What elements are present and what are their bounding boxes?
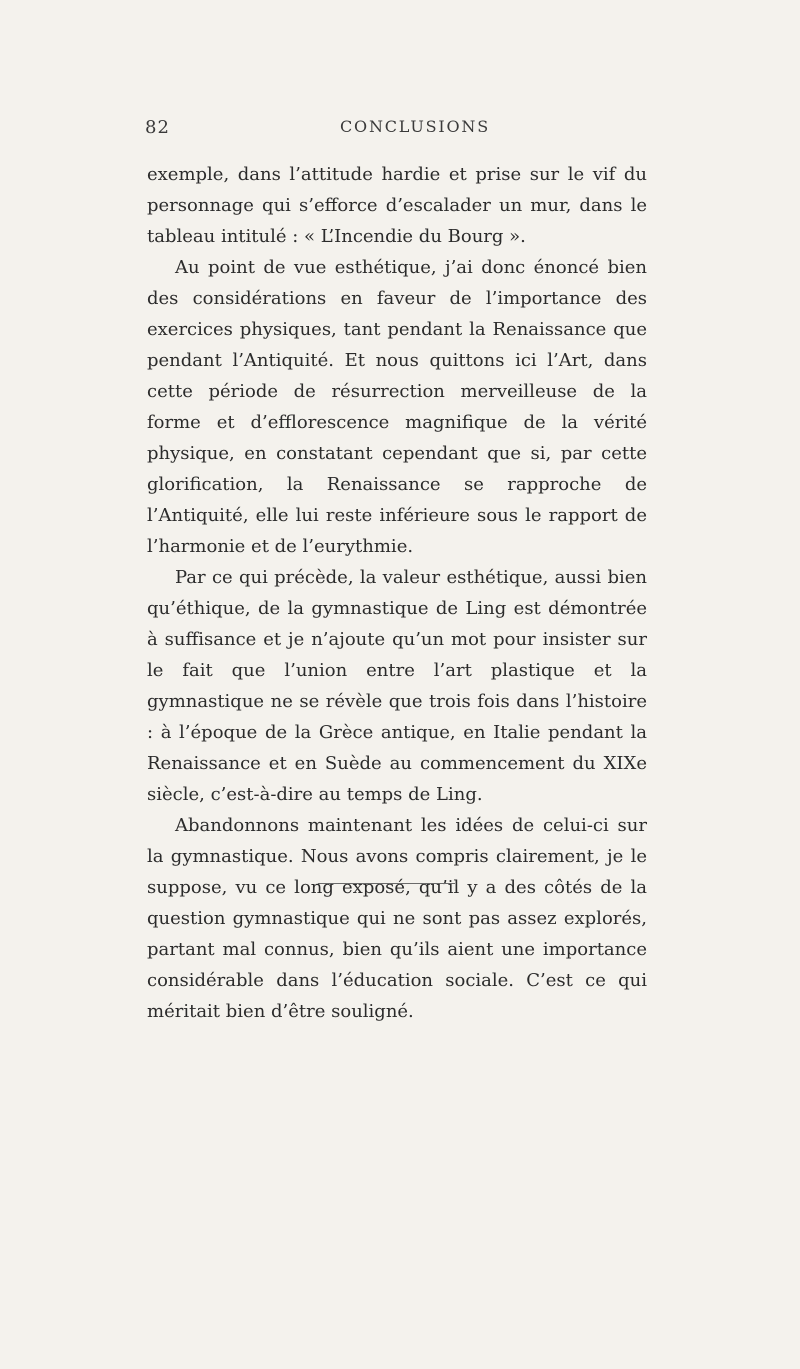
section-divider bbox=[318, 883, 455, 884]
paragraph-3: Par ce qui précède, la valeur esthétique, aussi bien qu’éthique, de la gymnastique de Ling est démontrée à suffisance et je n’ajoute qu’un mot pour insister sur le fait que l’union entre l’art plastique et la gymnastique ne se révèle que trois fois dans l’histoire : à l’époque de la Grèce antique, en Italie pendant la Renaissance et en Suède au commencement du XIXe siècle, c’est-à-dire au temps de Ling. bbox=[147, 567, 647, 805]
paragraph-4: Abandonnons maintenant les idées de celui-ci sur la gymnastique. Nous avons compris clairement, je le suppose, vu ce long exposé, qu’il y a des côtés de la question gymnastique qui ne sont pas assez explorés, partant mal connus, bien qu’ils aient une importance considérable dans l’éducation sociale. C’est ce qui méritait bien d’être souligné. bbox=[147, 815, 647, 1022]
paragraph-2: Au point de vue esthétique, j’ai donc énoncé bien des considérations en faveur de l’importance des exercices physiques, tant pendant la Renaissance que pendant l’Antiquité. Et nous quittons ici l’Art, dans cette période de résurrection merveilleuse de la forme et d’efflorescence magnifique de la vérité physique, en constatant cependant que si, par cette glorification, la Renaissance se rapproche de l’Antiquité, elle lui reste inférieure sous le rapport de l’harmonie et de l’eurythmie. bbox=[147, 257, 647, 557]
page-number: 82 bbox=[145, 117, 170, 138]
running-title: CONCLUSIONS bbox=[340, 117, 490, 136]
body-text bbox=[147, 159, 647, 1027]
paragraph-1: exemple, dans l’attitude hardie et prise sur le vif du personnage qui s’efforce d’escalader un mur, dans le tableau intitulé : « L’Incendie du Bourg ». bbox=[147, 164, 647, 247]
